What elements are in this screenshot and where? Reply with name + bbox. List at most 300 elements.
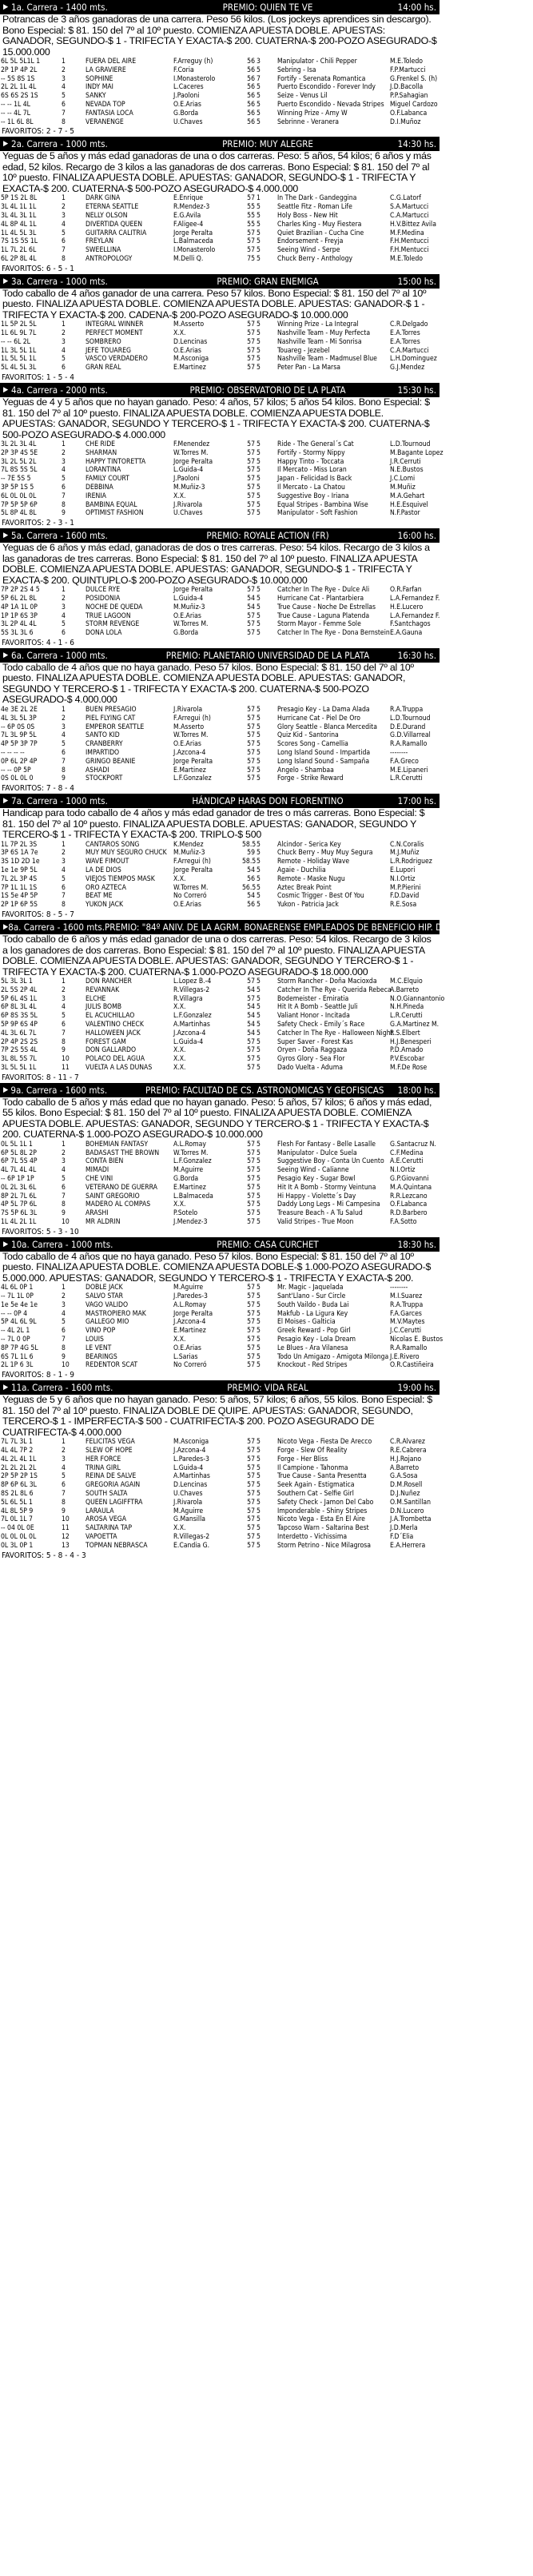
recent-form: 8S 2L 8L 6 [1,1490,34,1499]
recent-form: 3L 2L 5L 2L [1,457,37,466]
trainer: H.E.Esquivel [390,500,428,509]
table-row [0,1447,451,1455]
post-number: 2 [62,203,66,212]
post-number: 4 [62,731,66,740]
favorites-line: FAVORITOS: 8 - 11 - 7 [2,1073,79,1082]
recent-form: 2P 5P 2P 1S [1,1472,38,1481]
pedigree: Flesh For Fantasy - Belle Lasalle [277,1140,376,1149]
recent-form: 1L 5L 5L 1L [1,355,37,364]
pedigree: Greek Reward - Pop Girl [277,1327,351,1336]
pedigree: Long Island Sound - Sampaña [277,757,370,766]
post-position: 5 [257,246,261,255]
jockey: E.Martinez [173,766,206,774]
recent-form: 3P 5P 1S 5 [1,484,34,492]
post-position: 5 [257,1327,261,1336]
recent-form: 2P 1P 6P 5S [1,901,38,910]
horse-name: VETERANO DE GUERRA [86,1183,157,1192]
recent-form: 4L 3L 5L 3P [1,714,37,723]
pedigree: Ride - The General´s Cat [277,440,354,449]
recent-form: 4P 5L 7P 6L [1,1200,37,1209]
weight: 56 [247,874,255,883]
horse-name: SAINT GREGORIO [86,1192,140,1200]
horse-name: ANTROPOLOGY [86,254,133,263]
play-arrow-icon: ▶ [3,1240,9,1248]
table-row [0,194,451,203]
pedigree: Seek Again - Estigmatica [277,1481,355,1490]
weight: 56 [247,117,255,126]
jockey: R.Villagra [173,994,203,1003]
race-title: 5a. Carrera - 1600 mts. [11,530,108,542]
post-position: 5 [257,705,261,714]
post-position: 5 [257,109,261,117]
horse-name: MADERO AL COMPAS [86,1200,151,1209]
horse-name: BEARINGS [86,1352,117,1361]
weight: 54 [247,603,255,611]
table-row [0,758,451,766]
weight: 57 [247,731,255,740]
pedigree: Scores Song - Camellia [277,740,348,749]
post-number: 5 [62,1472,66,1481]
horse-name: IRENIA [86,492,106,500]
race-time: 19:00 hs. [397,1382,436,1394]
table-row [0,858,451,866]
race-header [0,1083,440,1097]
jockey: L.Paredes-3 [173,1455,209,1463]
jockey: M.Asconiga [173,1438,209,1447]
entries-table [0,586,451,638]
weight: 57 [247,1300,255,1309]
trainer: N.O.Giannantonio [390,994,445,1003]
jockey: M.Delli Q. [173,254,204,263]
post-position: 5 [257,1300,261,1309]
weight: 75 [247,254,255,263]
jockey: E.Martinez [173,364,206,372]
weight: 57 [247,611,255,620]
recent-form: 2P 3P 4S 5E [1,448,38,457]
recent-form: 1e 1e 9P 5L [1,866,38,875]
table-row [0,1344,451,1353]
recent-form: 0L 3L 0P 1 [1,1541,34,1550]
horse-name: NEVADA TOP [86,100,125,109]
post-number: 8 [62,254,66,263]
jockey: X.X. [173,1003,186,1012]
recent-form: 5L 4L 5L 3L [1,364,37,372]
weight: 58.5 [242,840,257,849]
race-title: 8a. Carrera - 1600 mts. [8,922,105,934]
race-header [0,920,531,934]
horse-name: JEFE TOUAREG [86,346,131,355]
pedigree: Puerto Escondido - Nevada Stripes [277,100,384,109]
pedigree: Catcher In The Rye - Querida Rebeca [277,985,392,994]
trainer: N.H.Pineda [390,1003,424,1012]
post-number: 3 [62,74,66,83]
recent-form: 3L 2P 4L 4L [1,620,37,629]
table-row [0,1175,451,1184]
weight: 57 [247,1157,255,1166]
race-section [0,1380,440,1560]
post-position: 5 [257,1064,261,1072]
recent-form: 8P 7P 4G 5L [1,1344,38,1352]
jockey: U.Chaves [173,1490,203,1499]
jockey: J.Azcona-4 [173,1029,206,1037]
jockey: F.Arreguy (h) [173,58,213,66]
post-number: 12 [62,1533,70,1541]
horse-name: REINA DE SALVE [86,1472,137,1481]
weight: 57 [247,1192,255,1200]
horse-name: INDY MAI [86,83,113,92]
trainer: P.D.Amado [390,1046,424,1055]
table-row [0,1157,451,1166]
race-header [0,0,440,14]
pedigree: Seize - Venus Lil [277,92,328,101]
post-number: 3 [62,211,66,220]
trainer: E.A.Torres [390,337,420,346]
horse-name: JULIS BOMB [86,1003,122,1012]
recent-form: 0L 5L 1L 1 [1,1140,33,1149]
table-row [0,1003,451,1012]
post-number: 6 [62,748,66,757]
table-row [0,1301,451,1310]
play-arrow-icon: ▶ [3,140,9,149]
horse-name: CHE VINI [86,1174,113,1183]
weight: 58.5 [242,858,257,866]
weight: 57 [247,1498,255,1507]
recent-form: 7S 5P 6L 3L [1,1209,38,1218]
recent-form: 6P 8L 3L 4L [1,1003,37,1012]
post-position: 5 [257,874,261,883]
recent-form: 2L 5S 2P 4L [1,985,38,994]
weight: 57 [247,1064,255,1072]
weight: 57 [247,194,255,203]
post-number: 5 [62,874,66,883]
weight: 56 [247,100,255,109]
pedigree: Knockout - Red Stripes [277,1361,348,1370]
jockey: E.Martinez [173,1327,206,1336]
weight: 57 [247,1292,255,1301]
post-number: 11 [62,1524,70,1533]
recent-form: 4L 6L 0P 1 [1,1284,34,1292]
post-position: 5 [257,977,261,986]
post-position: 5 [257,1012,261,1021]
post-number: 8 [62,1037,66,1046]
trainer: M.F.Medina [390,229,424,237]
post-number: 1 [62,1438,66,1447]
jockey: O.E.Arias [173,1344,201,1352]
horse-name: VINO POP [86,1327,116,1336]
trainer: P.P.Sahagian [390,92,428,101]
post-position: 5 [257,748,261,757]
post-number: 3 [62,457,66,466]
post-number: 3 [62,337,66,346]
post-number: 2 [62,448,66,457]
pedigree: Endorsement - Freyja [277,237,344,246]
post-position: 5 [257,355,261,364]
table-row [0,774,451,783]
post-number: 9 [62,509,66,518]
horse-name: LA DE DIOS [86,866,121,875]
jockey: G.Borda [173,1174,199,1183]
play-arrow-icon: ▶ [3,386,9,395]
trainer: R.R.Lezcano [390,1192,428,1200]
post-position: 5 [257,1533,261,1541]
race-prize: PREMIO: ROYALE ACTION (FR) [206,530,329,542]
pedigree: Yukon - Patricia Jack [277,901,339,910]
post-number: 1 [62,194,66,203]
table-row [0,1310,451,1319]
trainer: H.J.Benesperi [390,1037,432,1046]
trainer: R.S.Elbert [390,1029,420,1037]
trainer: M.F.De Rose [390,1064,428,1072]
trainer: A.Barreto [390,985,420,994]
trainer: A.E.Cerutti [390,1157,424,1166]
pedigree: True Cause - Santa Presentta [277,1472,367,1481]
horse-name: SLEW OF HOPE [86,1447,133,1455]
horse-name: CANTAROS SONG [86,840,140,849]
trainer: R.A.Ramallo [390,740,428,749]
horse-name: STORM REVENGE [86,620,140,629]
recent-form: 0P 6L 2P 4P [1,757,38,766]
horse-name: GRAN REAL [86,364,121,372]
trainer: C.N.Coralis [390,840,424,849]
table-row [0,440,451,449]
jockey: X.X. [173,1055,186,1064]
post-position: 5 [257,220,261,229]
entries-table [0,58,451,126]
post-position: 5 [257,994,261,1003]
post-position: 5 [257,484,261,492]
weight: 57 [247,1140,255,1149]
weight: 57 [247,1344,255,1352]
post-position: 5 [257,858,261,866]
pedigree: Sant'Llano - Sur Circle [277,1292,346,1301]
weight: 57 [247,321,255,329]
recent-form: 1L 6L 9L 7L [1,329,37,338]
post-position: 5 [257,229,261,237]
weight: 54 [247,985,255,994]
play-arrow-icon: ▶ [3,3,9,11]
race-title: 7a. Carrera - 1000 mts. [11,795,108,807]
weight: 57 [247,1284,255,1292]
trainer: J.E.Rivero [390,1352,420,1361]
table-row [0,892,451,901]
table-row [0,92,451,101]
pedigree: El Moises - Galticia [277,1318,336,1327]
pedigree: Puerto Escondido - Forever Indy [277,83,376,92]
post-position: 5 [257,766,261,774]
weight: 54 [247,1021,255,1029]
trainer: J.D.Merla [390,1524,418,1533]
jockey: L.F.Gonzalez [173,774,212,783]
post-position: 5 [257,1361,261,1370]
horse-name: NOCHE DE QUEDA [86,603,143,611]
weight: 57 [247,1046,255,1055]
post-number: 5 [62,475,66,484]
horse-name: GUITARRA CALITRIA [86,229,147,237]
pedigree: Presagio Key - La Dama Alada [277,705,370,714]
trainer: M.E.Lipaneri [390,766,428,774]
weight: 55 [247,203,255,212]
pedigree: True Cause - Noche De Estrellas [277,603,376,611]
post-position: 5 [257,603,261,611]
jockey: U.Chaves [173,117,203,126]
horse-name: FELICITAS VEGA [86,1438,135,1447]
pedigree: Catcher In The Rye - Dona Bernstein [277,629,390,638]
post-number: 4 [62,1166,66,1175]
weight: 57 [247,748,255,757]
table-row [0,355,451,364]
table-row [0,212,451,221]
horse-name: FREYLAN [86,237,113,246]
jockey: M.Asserto [173,723,205,731]
entries-table [0,977,451,1073]
weight: 57 [247,740,255,749]
trainer: M.P.Pierini [390,883,421,892]
post-position: 5 [257,1140,261,1149]
trainer: F.A.Greco [390,757,419,766]
trainer: E.Lupori [390,866,416,875]
post-position: 5 [257,448,261,457]
post-position: 5 [257,1463,261,1472]
post-number: 1 [62,1140,66,1149]
table-row [0,58,451,66]
weight: 57 [247,1438,255,1447]
horse-name: DEBBINA [86,484,113,492]
race-prize: PREMIO: GRAN ENEMIGA [217,275,319,287]
post-number: 6 [62,629,66,638]
recent-form: 4L 8P 4L 1L [1,220,37,229]
table-row [0,75,451,84]
pedigree: Peter Pan - La Marsa [277,364,340,372]
horse-name: VAPOETTA [86,1533,117,1541]
race-time: 17:30 hs. [491,922,531,934]
recent-form: 7L 7L 3L 1 [1,1438,33,1447]
jockey: X.X. [173,1336,186,1344]
pedigree: Storm Mayor - Femme Sole [277,620,361,629]
race-time: 15:00 hs. [397,275,436,287]
trainer: R.E.Cabrera [390,1447,427,1455]
table-row [0,118,451,127]
recent-form: 2P 4P 2S 2S [1,1037,38,1046]
horse-name: PIEL FLYING CAT [86,714,136,723]
recent-form: 6P 5L 8L 2P [1,1149,37,1157]
play-arrow-icon: ▶ [3,797,9,806]
pedigree: Bodemeister - Emiratia [277,994,349,1003]
pedigree: Aztec Break Point [277,883,332,892]
trainer: O.M.Santillan [390,1498,431,1507]
pedigree: Valiant Honor - Incitada [277,1012,350,1021]
pedigree: Agaie - Duchilia [277,866,326,875]
post-number: 3 [62,723,66,731]
horse-name: SOPHINE [86,74,113,83]
entries-table [0,1141,451,1227]
trainer: M.E.Toledo [390,58,423,66]
pedigree: Holy Boss - New Hit [277,211,338,220]
trainer: L.D.Tournoud [390,714,431,723]
race-conditions: Todo caballo de 5 años y más edad que no hayan ganado. Peso: 5 años, 57 kilos; 6 años y más edad, 55 kilos. Bono Especial: $ 81. 150 del 7º al 10º puesto. FINALIZA APUESTA DOBLE. COMIENZA APUESTA DOBLE. APUESTAS: GANADOR, SEGUNDO Y TERCERO-$ 1 - TRIFECTA Y EXACTA-$ 200. CUATERNA-$ 1.000-POZO ASEGURADO-$ 10.000.000 [2,1096,432,1141]
recent-form: 5L 6L 5L 1 [1,1498,33,1507]
post-position: 5 [257,1183,261,1192]
jockey: W.Torres M. [173,620,209,629]
table-row [0,1438,451,1447]
table-row [0,766,451,775]
table-row [0,1472,451,1481]
table-row [0,884,451,893]
table-row [0,749,451,758]
race-prize: PREMIO: MUY ALEGRE [222,138,313,150]
pedigree: Suggestive Boy - Conta Un Cuento [277,1157,384,1166]
recent-form: 4e 3E 2L 2E [1,705,38,714]
play-arrow-icon: ▶ [3,532,9,540]
pedigree: South Vaildo - Buda Lai [277,1300,349,1309]
table-row [0,229,451,238]
favorites-line: FAVORITOS: 8 - 5 - 7 [2,910,74,920]
jockey: No Correró [173,892,207,901]
post-position: 5 [257,883,261,892]
post-number: 1 [62,440,66,449]
race-header [0,1380,440,1395]
jockey: No Correró [173,1361,207,1370]
pedigree: Equal Stripes - Bambina Wise [277,500,368,509]
trainer: P.V.Escobar [390,1055,425,1064]
race-title: 10a. Carrera - 1000 mts. [11,1238,113,1250]
horse-name: IMPARTIDO [86,748,120,757]
trainer: O.F.Labanca [390,109,428,117]
post-number: 8 [62,901,66,910]
weight: 56 [247,92,255,101]
post-position: 5 [257,740,261,749]
race-conditions: Todo caballo de 6 años y más edad ganador de una o dos carreras. Peso: 54 kilos. Recargo de 3 kilos a los ganadores de dos carreras. Bono Especial: $ 81. 150 del 7º al 10º puesto. FINALIZA APUESTA DOBLE. COMIENZA APUESTA DOBLE. APUESTAS: GANADOR, SEGUNDO Y TERCERO-$ 1 - TRIFECTA Y EXACTA-$ 200. CUATERNA-$ 1.000-POZO ASEGURADO-$ 18.000.000 [2,934,432,977]
horse-name: PERFECT MOMENT [86,329,143,338]
post-number: 5 [62,92,66,101]
race-prize: PREMIO: "84º ANIV. DE LA AGRM. BONAERENSE EMPLEADOS DE BENEFICIO HIP. DE LA PLATA" [105,922,491,934]
recent-form: 7L 8S 5S 5L [1,466,38,475]
entries-table [0,440,451,518]
table-row [0,1064,451,1073]
trainer: C.G.Latorf [390,194,421,203]
jockey: O.E.Arias [173,740,201,749]
table-row [0,466,451,475]
table-row [0,1515,451,1524]
pedigree: Alcindor - Serica Key [277,840,341,849]
pedigree: Hit It A Bomb - Seattle Juli [277,1003,358,1012]
recent-form: 1L 5P 2L 5L [1,321,37,329]
table-row [0,1184,451,1192]
pedigree: Manipulator - Chili Pepper [277,58,357,66]
weight: 57 [247,1472,255,1481]
jockey: O.E.Arias [173,100,201,109]
horse-name: LARAULA [86,1507,114,1515]
trainer: D.M.Rosell [390,1481,423,1490]
post-number: 3 [62,858,66,866]
post-number: 9 [62,774,66,783]
weight: 55 [247,211,255,220]
jockey: O.E.Arias [173,611,201,620]
horse-name: DON GALLARDO [86,1046,137,1055]
post-number: 8 [62,1498,66,1507]
post-position: 5 [257,840,261,849]
race-time: 14:00 hs. [397,2,436,13]
recent-form: 1S 5e 4P 5P [1,892,38,901]
table-row [0,706,451,715]
post-position: 5 [257,1490,261,1499]
table-row [0,1012,451,1021]
race-section [0,648,440,794]
jockey: O.E.Arias [173,901,201,910]
recent-form: 1P 1P 6S 3P [1,611,38,620]
post-number: 10 [62,1217,70,1226]
trainer: C.R.Alvarez [390,1438,425,1447]
weight: 57 [247,355,255,364]
